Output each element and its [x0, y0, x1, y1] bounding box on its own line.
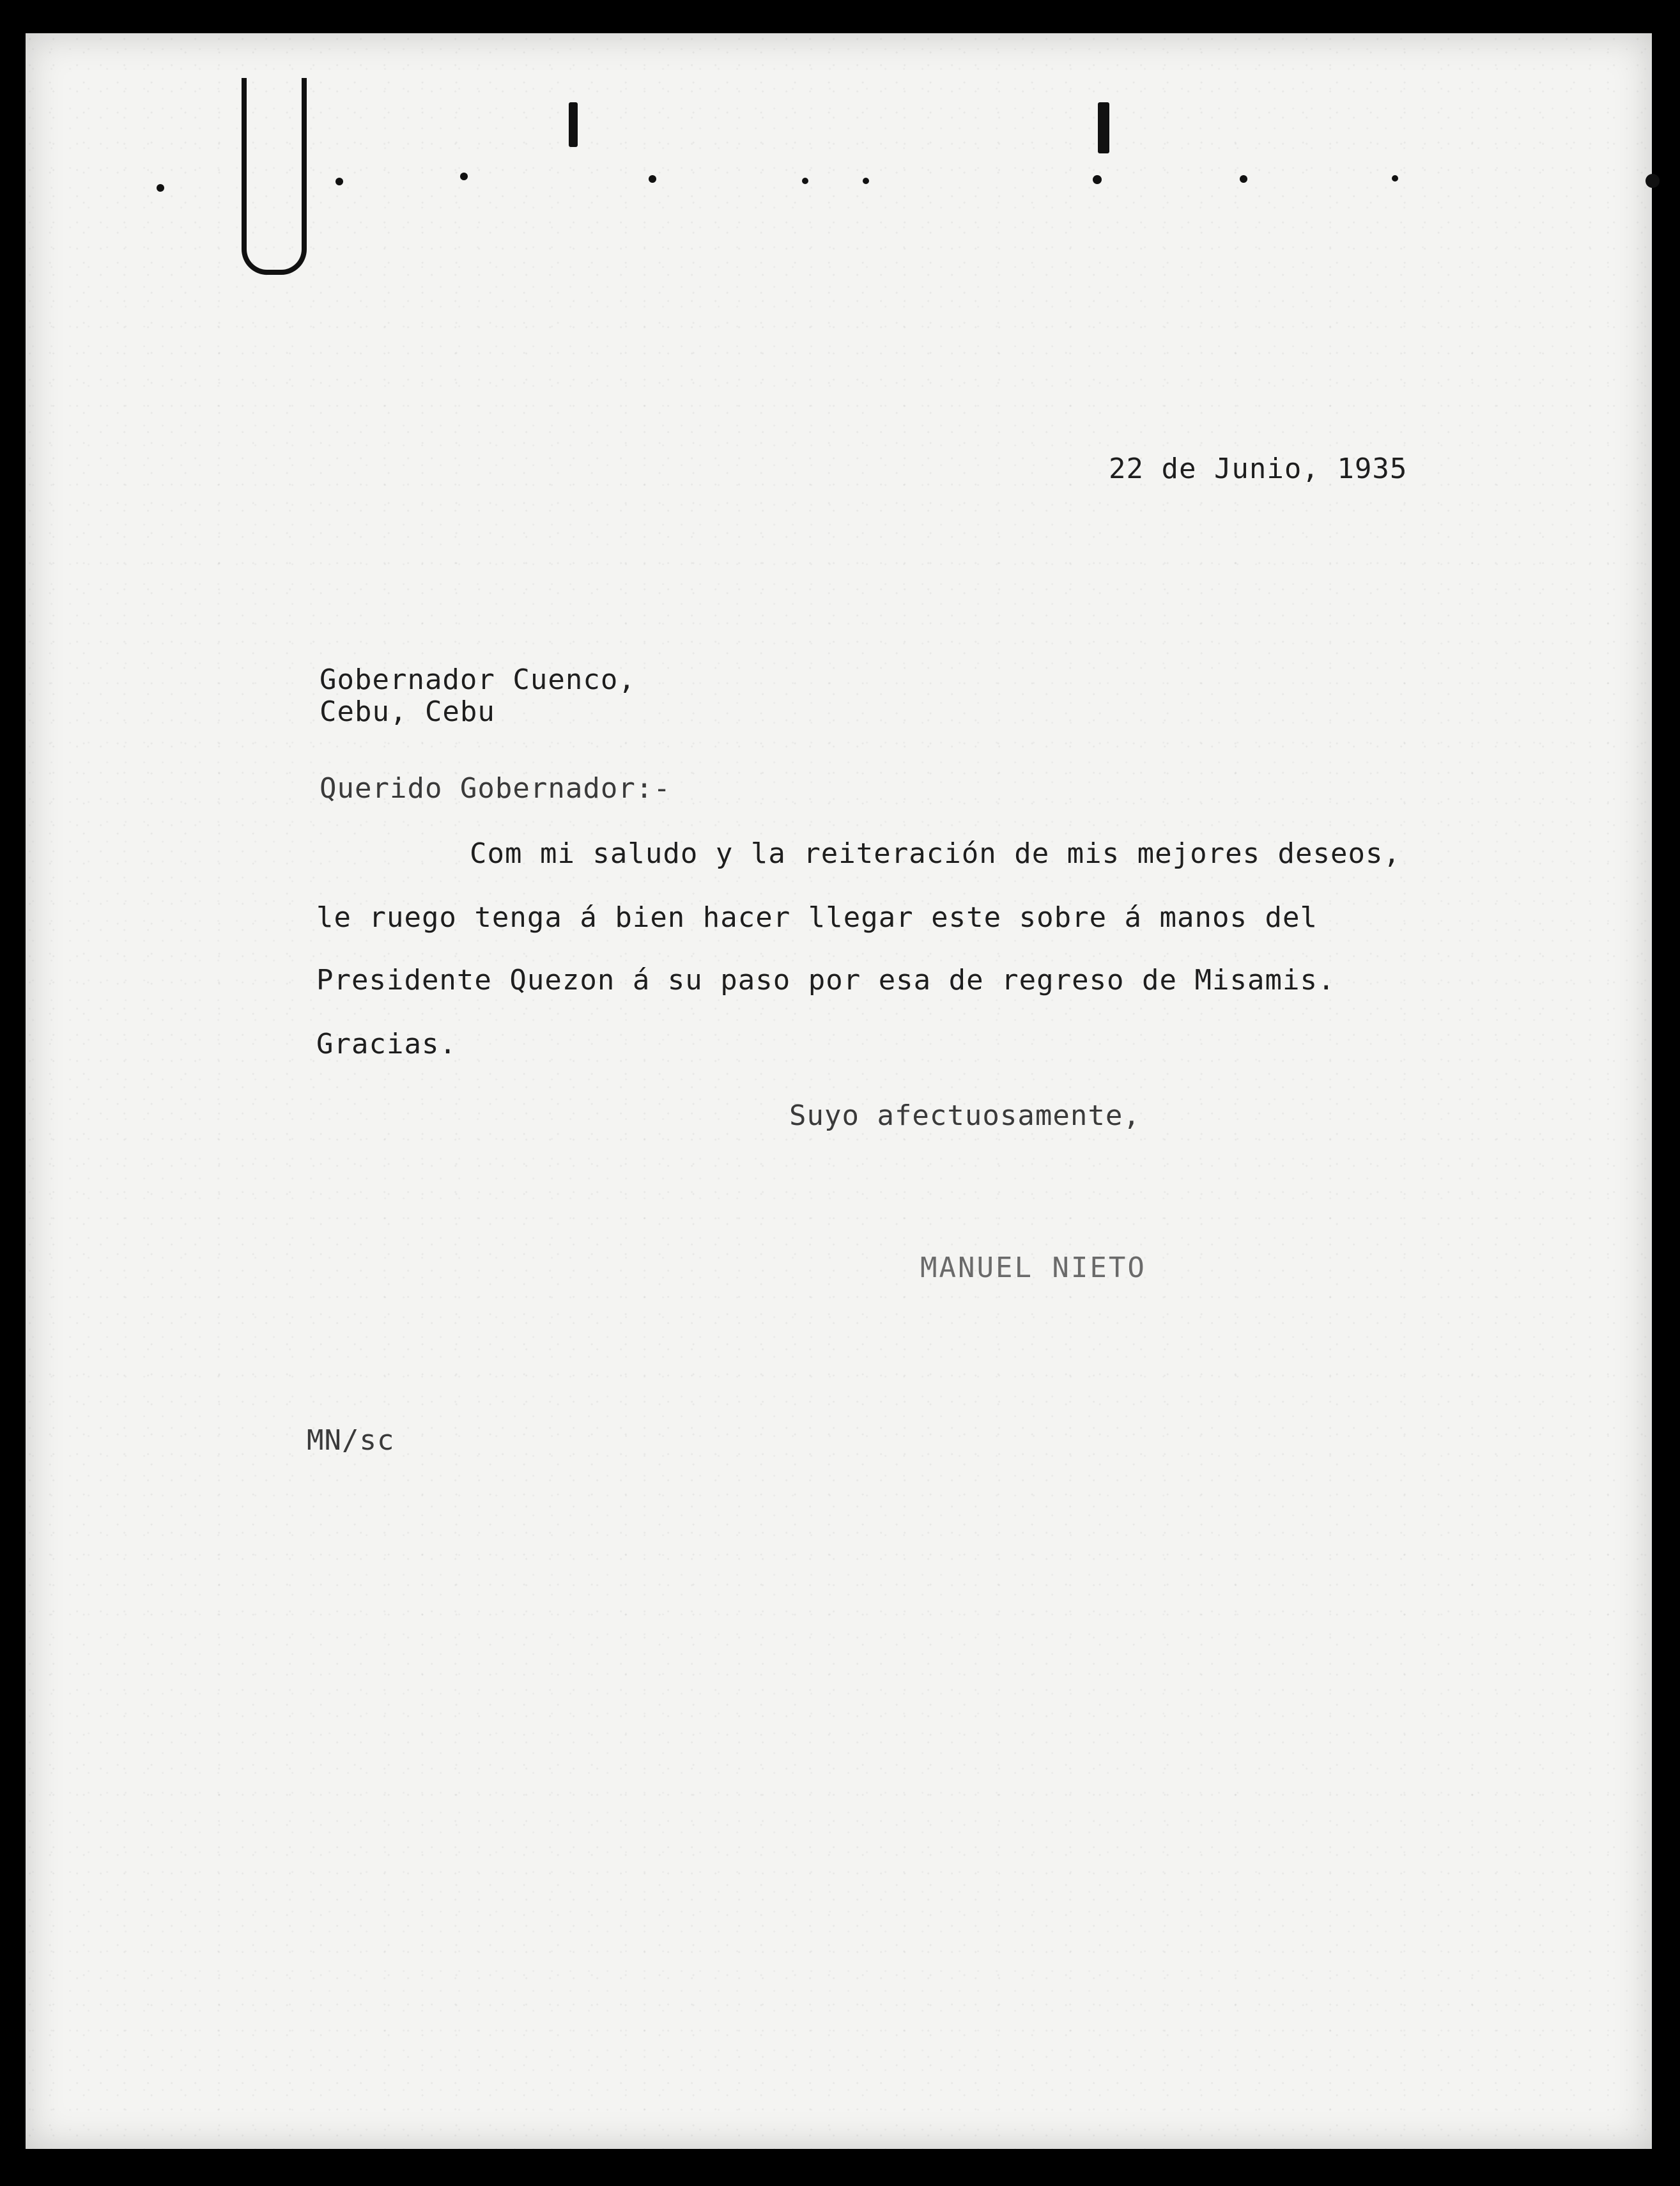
punch-dot [1392, 175, 1398, 182]
paper-clip-mark [242, 78, 307, 275]
letter-page [26, 33, 1652, 2149]
punch-dot [649, 175, 656, 183]
punch-dot [157, 184, 164, 192]
edge-speck [1645, 174, 1660, 188]
body-line-2: le ruego tenga á bien hacer llegar este sobre á manos del [316, 901, 1318, 934]
punch-dot [335, 178, 343, 185]
salutation: Querido Gobernador:- [320, 772, 671, 805]
punch-mark [1098, 102, 1109, 153]
punch-dot [1093, 175, 1102, 184]
punch-dot [802, 178, 808, 184]
recipient-location: Cebu, Cebu [320, 695, 495, 728]
body-line-1: Com mi saludo y la reiteración de mis mejores deseos, [470, 837, 1401, 870]
punch-dot [460, 173, 468, 180]
letter-date: 22 de Junio, 1935 [1109, 453, 1408, 485]
punch-dot [1240, 175, 1247, 183]
recipient-name: Gobernador Cuenco, [320, 663, 636, 696]
closing: Suyo afectuosamente, [789, 1099, 1141, 1132]
punch-mark [569, 102, 578, 147]
body-line-3: Presidente Quezon á su paso por esa de regreso de Misamis. [316, 964, 1336, 996]
reference-initials: MN/sc [307, 1424, 395, 1457]
punch-dot [863, 178, 869, 184]
typed-signature: MANUEL NIETO [920, 1252, 1146, 1284]
body-line-4: Gracias. [316, 1028, 457, 1060]
